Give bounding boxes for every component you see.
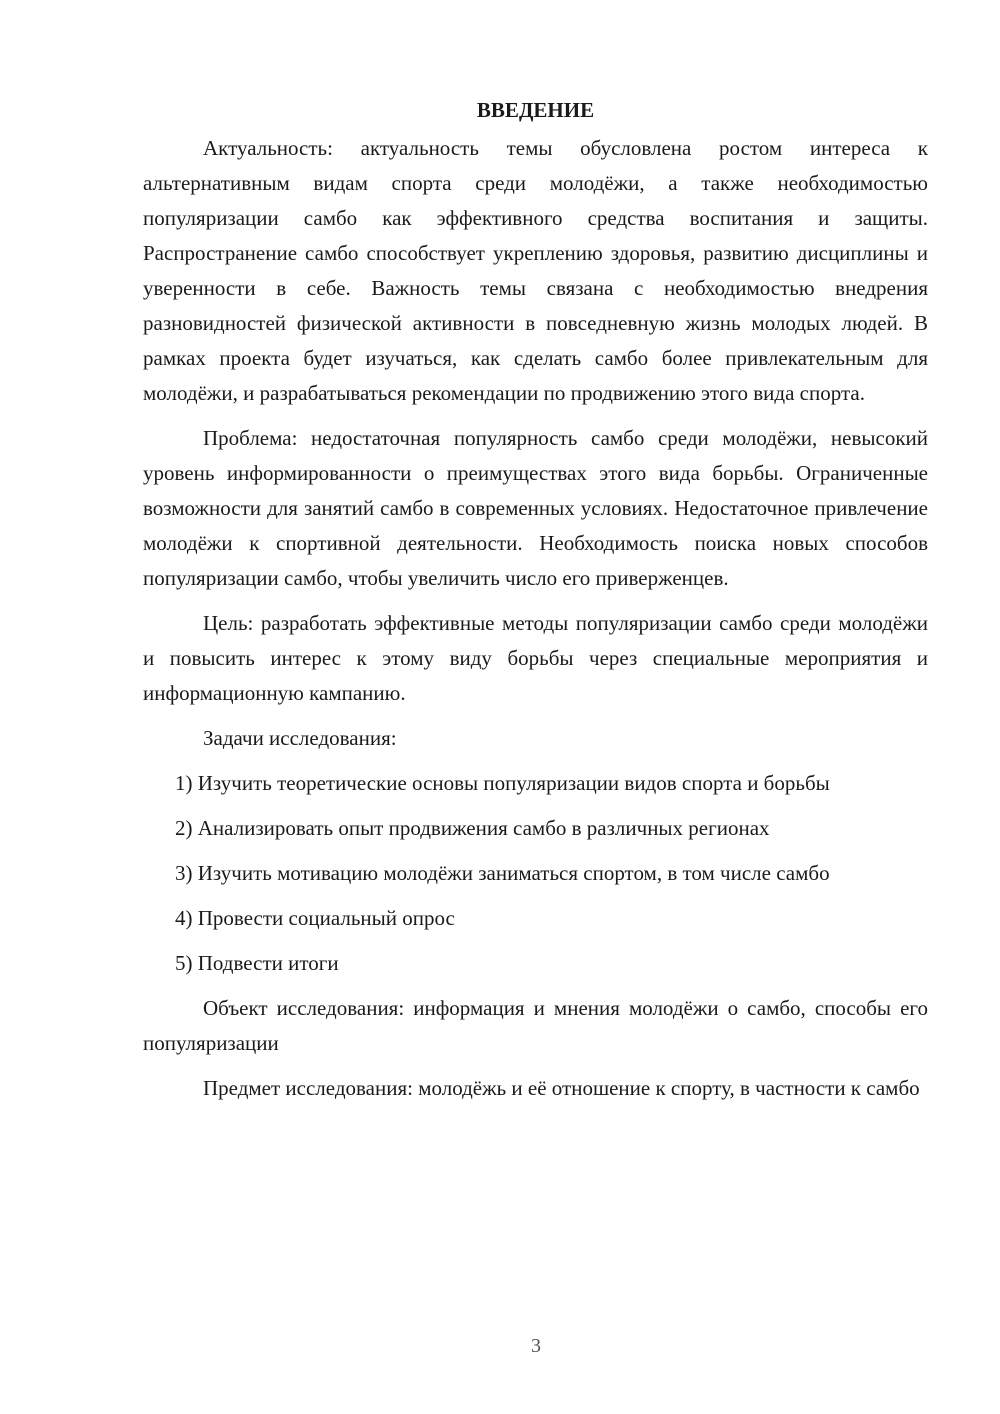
paragraph-object: Объект исследования: информация и мнения молодёжи о самбо, способы его популяризации	[143, 996, 928, 1055]
task-item-3: 3) Изучить мотивацию молодёжи заниматься спортом, в том числе самбо	[175, 861, 830, 885]
section-heading: ВВЕДЕНИЕ	[476, 98, 595, 122]
task-item-2: 2) Анализировать опыт продвижения самбо в различных регионах	[175, 816, 770, 840]
tasks-heading: Задачи исследования:	[203, 726, 397, 750]
task-item-1: 1) Изучить теоретические основы популяризации видов спорта и борьбы	[175, 771, 830, 795]
paragraph-goal: Цель: разработать эффективные методы популяризации самбо среди молодёжи и повысить интерес к этому виду борьбы через специальные мероприятия и информационную кампанию.	[143, 611, 928, 705]
paragraph-relevance: Актуальность: актуальность темы обусловлена ростом интереса к альтернативным видам спорта среди молодёжи, а также необходимостью популяризации самбо как эффективного средства воспитания и защиты. Распространение самбо способствует укреплению здоровья, развитию дисциплины и уверенности в себе. Важность темы связана с необходимостью внедрения разновидностей физической активности в повседневную жизнь молодых людей. В рамках проекта будет изучаться, как сделать самбо более привлекательным для молодёжи, и разрабатываться рекомендации по продвижению этого вида спорта.	[143, 136, 928, 405]
paragraph-problem: Проблема: недостаточная популярность самбо среди молодёжи, невысокий уровень информированности о преимуществах этого вида борьбы. Ограниченные возможности для занятий самбо в современных условиях. Недостаточное привлечение молодёжи к спортивной деятельности. Необходимость поиска новых способов популяризации самбо, чтобы увеличить число его приверженцев.	[143, 426, 928, 590]
paragraph-subject: Предмет исследования: молодёжь и её отношение к спорту, в частности к самбо	[203, 1076, 920, 1100]
page-body	[143, 96, 928, 1106]
page-number: 3	[531, 1335, 541, 1357]
task-item-4: 4) Провести социальный опрос	[175, 906, 455, 930]
task-item-5: 5) Подвести итоги	[175, 951, 339, 975]
